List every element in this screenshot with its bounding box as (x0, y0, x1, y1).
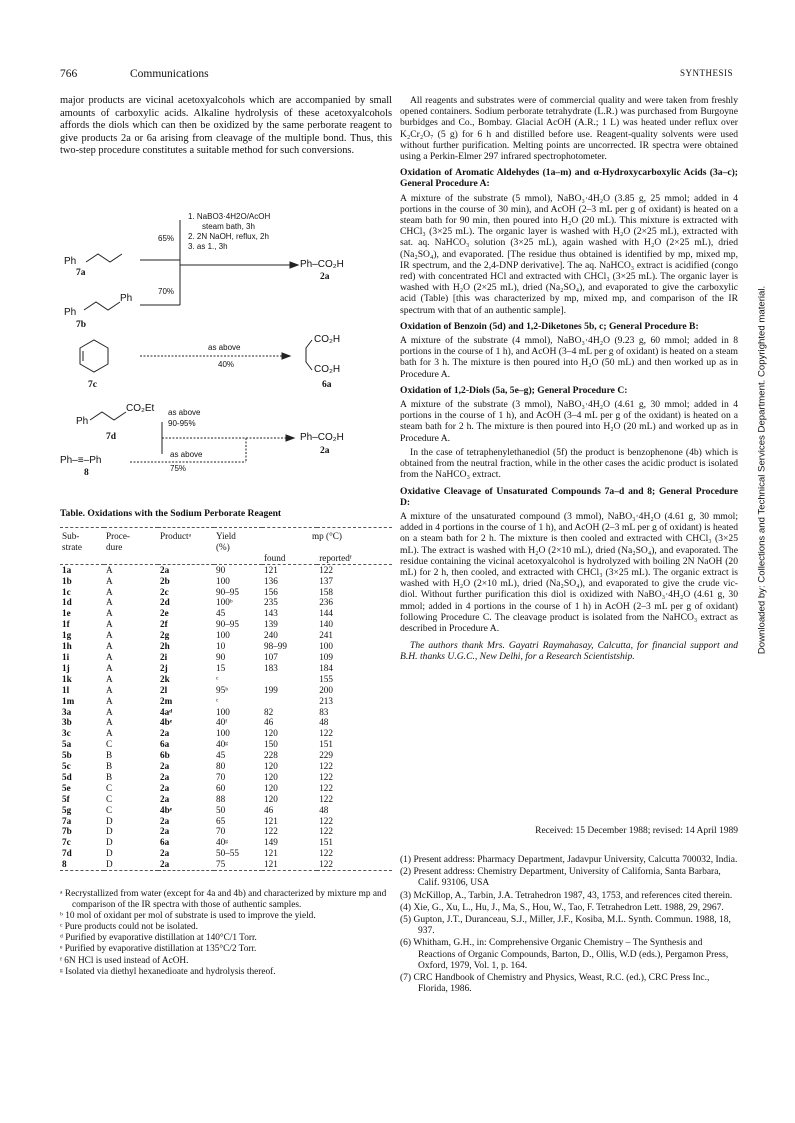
table-row (60, 805, 392, 816)
table-row (60, 816, 392, 827)
ph-7b: Ph (64, 307, 77, 318)
co2h-6a-top: CO₂H (314, 334, 341, 345)
yield-7a: 65% (158, 234, 175, 243)
cell-product: 2a (160, 848, 170, 859)
th-mp: mp (°C) (262, 528, 392, 553)
table-row (60, 717, 392, 728)
journal-name: SYNTHESIS (680, 68, 734, 78)
label-8: 8 (84, 468, 89, 478)
cell-mp-reported: 144 (319, 608, 333, 619)
cell-substrate: 1a (62, 564, 72, 575)
cell-yield: 100ᵇ (216, 597, 233, 608)
cell-procedure: D (106, 848, 113, 859)
cell-yield: 40ᵍ (216, 837, 228, 848)
cell-yield: 80 (216, 761, 226, 772)
cell-procedure: D (104, 859, 158, 870)
cell-mp-found: 82 (264, 706, 274, 717)
cell-procedure: A (106, 575, 113, 586)
cell-yield: 90–95 (216, 586, 239, 597)
footnote: ᵉ Purified by evaporative distillation at 135°C/2 Torr. (60, 944, 257, 955)
procedure-d-title: Oxidative Cleavage of Unsaturated Compounds 7a–d and 8; General Procedure D: (400, 485, 738, 508)
cell-procedure: A (106, 662, 113, 673)
procedure-a-text: A mixture of the substrate (5 mmol), NaBO₃·4H₂O (3.85 g, 25 mmol; added in 4 portions in the course of 30 min), and AcOH (2–3 mL per g of oxidant) is heated on a steam bath for 90 min, then poured into H₂O (20 mL). This mixture is extracted with CHCl₃ (3×25 mL). The organic layer is washed with H₂O (2×25 mL), extracted with sat. aq. NaHCO₃ solution (3×25 mL), again washed with H₂O (2×25 mL), dried (Na₂SO₄), and evaporated. [The residue thus obtained is identified by mp, mixed mp, IR spectrum, and the 2,4-DNP derivative]. The aq. NaHCO₃ extract is acidified (congo red) with concentrated HCl and extracted with CHCl₃ (3×25 mL). The organic layer is washed with H₂O (2×25 mL), dried (Na₂SO₄), and evaporated to give the carboxylic acid (Table) [this was characterized by mp, mixed mp, and comparison of the IR spectrum with that of an authentic sample]. (400, 192, 738, 316)
table-row (60, 696, 392, 707)
cell-substrate: 1h (62, 641, 72, 652)
cell-mp-found: 139 (264, 619, 278, 630)
label-2a-1: 2a (320, 272, 330, 282)
cell-substrate: 1b (62, 575, 72, 586)
reference-item: (3) McKillop, A., Tarbin, J.A. Tetrahedron 1987, 43, 1753, and references cited therein. (400, 890, 733, 901)
received-date: Received: 15 December 1988; revised: 14 April 1989 (535, 826, 738, 836)
cell-mp-found: 156 (264, 586, 278, 597)
cell-substrate: 7b (62, 826, 72, 837)
reference-item: (6) Whitham, G.H., in: Comprehensive Organic Chemistry – The Synthesis and Reactions of Organic Compounds, Barton, D., Ollis, W.D (eds.), Pergamon Press, Oxford, 1979, Vol. 1, p. 164. (400, 938, 729, 971)
table-row (60, 859, 392, 870)
yield-7d: 90-95% (168, 419, 196, 428)
cell-substrate: 1i (62, 651, 70, 662)
cell-procedure: D (106, 826, 113, 837)
cell-yield: 90 (216, 564, 226, 575)
table-row (60, 685, 392, 696)
cell-procedure: A (106, 695, 113, 706)
th-substrate (60, 528, 104, 553)
condition-1: 1. NaBO3·4H2O/AcOH (188, 212, 271, 221)
cell-product: 6a (160, 837, 170, 848)
cell-mp-reported: 122 (319, 782, 333, 793)
cell-substrate: 1j (62, 662, 70, 673)
th-reported: reportedᶠ (317, 553, 392, 564)
cell-substrate: 8 (60, 859, 104, 870)
table-row (60, 564, 392, 575)
th-product: Productᵃ (158, 528, 214, 553)
cell-mp-found: 149 (264, 837, 278, 848)
label-7d: 7d (106, 432, 117, 442)
th-procedure (104, 528, 158, 553)
cell-yield: 90 (216, 651, 226, 662)
cell-product: 2b (160, 575, 170, 586)
cell-mp-reported: 122 (319, 848, 333, 859)
table-caption-text: Table. Oxidations with the Sodium Perborate Reagent (60, 508, 282, 519)
ph-7b-top: Ph (120, 293, 133, 304)
cell-procedure: B (106, 771, 113, 782)
yield-7b: 70% (158, 287, 175, 296)
cell-yield: 100 (216, 728, 230, 739)
label-2a-2: 2a (320, 446, 330, 456)
cell-yield: 60 (216, 782, 226, 793)
reference-item: (4) Xie, G., Xu, L., Hu, J., Ma, S., Hou, W., Tao, F. Tetrahedron Lett. 1988, 29, 2967. (400, 902, 724, 913)
reaction-scheme (60, 210, 392, 510)
cell-substrate: 5f (62, 793, 70, 804)
cell-product: 2m (160, 695, 173, 706)
cell-mp-found: 240 (264, 630, 278, 641)
cell-substrate: 7a (62, 815, 72, 826)
cell-mp-reported: 151 (319, 739, 333, 750)
cell-substrate: 1l (62, 684, 70, 695)
cell-product: 2a (160, 826, 170, 837)
table-row (60, 597, 392, 608)
cell-yield: 70 (216, 826, 226, 837)
cell-product: 2f (160, 619, 168, 630)
cell-product: 6a (160, 739, 170, 750)
experimental-intro: All reagents and substrates were of commercial quality and were taken from freshly opened containers. Sodium perborate tetrahydrate (L.R.) was purchased from Burgoyne burbidges and Co., Bombay. Glacial AcOH (A.R.; 1 L) was heated under reflux over K₂Cr₂O₇ (5 g) for 6 h and distilled before use. Reagent-quality solvents were used without further purification. Melting points are uncorrected. IR spectra were obtained using a Perkin-Elmer 297 infrared spectrophotometer. (400, 95, 738, 163)
cell-mp-found: 121 (262, 859, 317, 870)
table-row (60, 576, 392, 587)
cell-mp-found: 122 (264, 826, 278, 837)
cell-mp-found: 199 (264, 684, 278, 695)
product-ph-co2h-1: Ph–CO₂H (300, 259, 344, 270)
cell-product: 2e (160, 608, 169, 619)
cell-substrate: 1f (62, 619, 70, 630)
cell-mp-reported: 100 (319, 641, 333, 652)
cell-mp-found: 121 (264, 848, 278, 859)
references (400, 855, 738, 996)
procedure-b-text: A mixture of the substrate (4 mmol), NaBO₃·4H₂O (9.23 g, 60 mmol; added in 8 portions in the course of 1 h), and AcOH (3–4 mL per g of oxidant) is heated on a steam bath for 3 h. The mixture is then poured into H₂O (50 mL) and then worked up as in Procedure A. (400, 335, 739, 380)
cell-mp-found: 46 (264, 804, 274, 815)
cell-mp-reported: 122 (317, 859, 392, 870)
cell-mp-reported: 83 (319, 706, 329, 717)
download-notice-text: Downloaded by: Collections and Technical Services Department. Copyrighted material. (756, 285, 768, 655)
cell-product: 2h (160, 641, 170, 652)
cell-procedure: C (106, 739, 113, 750)
cell-yield: 75 (214, 859, 262, 870)
cell-procedure: A (106, 728, 113, 739)
cell-product: 2c (160, 586, 169, 597)
table-row (60, 826, 392, 837)
table-row (60, 652, 392, 663)
cell-product: 2a (160, 815, 170, 826)
label-7a: 7a (76, 268, 86, 278)
cell-mp-reported: 184 (319, 662, 333, 673)
cell-mp-found: 150 (264, 739, 278, 750)
table-row (60, 837, 392, 848)
cell-mp-found: 120 (264, 782, 278, 793)
cell-yield: 95ᵇ (216, 684, 229, 695)
cell-yield: 10 (216, 641, 226, 652)
cell-yield: 50–55 (216, 848, 239, 859)
cell-mp-reported: 122 (319, 771, 333, 782)
cell-mp-found (262, 696, 317, 707)
cell-substrate: 5d (62, 771, 72, 782)
cell-procedure: A (106, 630, 113, 641)
reference-item: (1) Present address: Pharmacy Department, Jadavpur University, Calcutta 700032, India. (400, 855, 738, 865)
cell-procedure: B (106, 750, 113, 761)
table-row (60, 848, 392, 859)
page-number: 766 (60, 68, 78, 80)
cell-mp-reported: 140 (319, 619, 333, 630)
label-7c: 7c (88, 380, 97, 390)
cell-procedure: A (106, 641, 113, 652)
cell-procedure: A (106, 564, 113, 575)
cell-procedure: C (106, 804, 113, 815)
cell-yield: 40ᵍ (216, 739, 228, 750)
cell-substrate: 5c (62, 761, 71, 772)
table-caption (60, 508, 281, 519)
table-row (60, 663, 392, 674)
ph-7d: Ph (76, 416, 89, 427)
table-row (60, 630, 392, 641)
cell-product: 4aᵈ (160, 706, 173, 717)
cell-procedure: A (106, 706, 113, 717)
table-row (60, 794, 392, 805)
cell-mp-reported: 241 (319, 630, 333, 641)
cell-product: 2k (160, 673, 170, 684)
cell-substrate: 1g (62, 630, 72, 641)
cell-product: 4bᵉ (160, 804, 173, 815)
cell-substrate: 1c (62, 586, 71, 597)
cell-procedure: A (106, 619, 113, 630)
oxidation-table (60, 527, 392, 871)
reference-item: (2) Present address: Chemistry Department, University of California, Santa Barbara, Calif. 93106, USA (400, 867, 721, 889)
cell-product: 2a (160, 564, 170, 575)
cell-mp-reported: 158 (319, 586, 333, 597)
cell-yield: 100 (216, 706, 230, 717)
cell-mp-found: 120 (264, 728, 278, 739)
cell-mp-found: 143 (264, 608, 278, 619)
cell-mp-found: 235 (264, 597, 278, 608)
cell-procedure: D (106, 837, 113, 848)
cell-mp-found: 120 (264, 793, 278, 804)
cell-substrate: 3a (62, 706, 72, 717)
table-row (60, 619, 392, 630)
cell-mp-found: 98–99 (264, 641, 287, 652)
table-row (60, 674, 392, 685)
th-yield-text: Yield (%) (216, 531, 236, 552)
cell-mp-reported: 122 (319, 761, 333, 772)
table-row (60, 783, 392, 794)
cell-procedure: A (106, 586, 113, 597)
yield-7c: 40% (218, 360, 235, 369)
cell-substrate: 7d (62, 848, 72, 859)
cell-yield: ᶜ (216, 695, 219, 706)
cell-yield: 70 (216, 771, 226, 782)
label-6a: 6a (322, 380, 332, 390)
ph-7a: Ph (64, 256, 77, 267)
cell-procedure: A (106, 608, 113, 619)
cell-yield: 15 (216, 662, 226, 673)
cell-mp-found: 136 (264, 575, 278, 586)
cell-mp-reported: 151 (319, 837, 333, 848)
procedure-d-text: A mixture of the unsaturated compound (3 mmol), NaBO₃·4H₂O (4.61 g, 30 mmol; added in 4 portions in the course of 1 h), and AcOH (2–3 mL per g of oxidant) is heated on a steam bath for 2 h. The mixture is then cooled and extracted with CHCl₃ (3×25 mL). The extract is washed with H₂O (2×10 mL), dried (Na₂SO₄), and evaporated. The residue containing the vicinal acetoxyalcohol is hydrolyzed with boiling 2N NaOH (20 mL) for 2 h, then cooled, and extracted with CHCl₃ (3×25 mL). The organic extract is washed with H₂O (2×10 mL), dried (Na₂SO₄), and evaporated to give the crude vic-diol. Without further purification this diol is oxidized with NaBO₃·4H₂O (4.61 g, 30 mmol; added in 4 portions in the course of 1 h) in AcOH (2–3 mL per g of oxidant) following Procedure C. The cleavage product is isolated from the NaHCO₃ extract as described in Procedure A. (400, 510, 738, 634)
product-ph-co2h-2: Ph–CO₂H (300, 432, 344, 443)
table-row (60, 772, 392, 783)
as-above-7c: as above (208, 343, 241, 352)
cell-procedure: A (106, 717, 113, 728)
footnote: ᵇ 10 mol of oxidant per mol of substrate is used to improve the yield. (60, 911, 316, 922)
cell-substrate: 3b (62, 717, 72, 728)
cell-mp-found (262, 674, 317, 685)
cell-procedure: A (106, 673, 113, 684)
cell-mp-reported: 122 (319, 815, 333, 826)
procedure-a-title: Oxidation of Aromatic Aldehydes (1a–m) and α-Hydroxycarboxylic Acids (3a–c); General Procedure A: (400, 167, 738, 190)
cell-mp-found: 121 (264, 815, 278, 826)
procedure-c-title: Oxidation of 1,2-Diols (5a, 5e–g); General Procedure C: (400, 384, 628, 396)
cell-yield: 90–95 (216, 619, 239, 630)
footnote: ᶜ Pure products could not be isolated. (60, 922, 198, 933)
cell-yield: 65 (216, 815, 226, 826)
footnote: ᵃ Recrystallized from water (except for 4a and 4b) and characterized by mixture mp and comparison of the IR spectra with those of authentic samples. (60, 889, 387, 911)
cell-product: 2a (160, 761, 170, 772)
cell-yield: ᶜ (216, 673, 219, 684)
cell-substrate: 5e (62, 782, 71, 793)
condition-3: 3. as 1., 3h (188, 242, 228, 251)
procedure-b-title: Oxidation of Benzoin (5d) and 1,2-Diketones 5b, c; General Procedure B: (400, 320, 699, 332)
cell-procedure: A (106, 597, 113, 608)
cell-substrate: 5b (62, 750, 72, 761)
cell-product: 2a (158, 859, 214, 870)
diphenylacetylene: Ph–≡–Ph (60, 455, 102, 466)
th-found: found (262, 553, 317, 564)
cell-mp-reported: 229 (319, 750, 333, 761)
th-substrate-text: Sub- strate (62, 531, 82, 552)
co2h-6a-bottom: CO₂H (314, 364, 341, 375)
cell-mp-reported: 155 (319, 673, 333, 684)
cell-yield: 100 (216, 630, 230, 641)
cell-yield: 50 (216, 804, 226, 815)
cell-product: 2l (160, 684, 168, 695)
cell-mp-reported: 48 (319, 804, 329, 815)
cell-yield: 45 (216, 750, 226, 761)
cell-mp-reported: 122 (319, 728, 333, 739)
cell-substrate: 3c (62, 728, 71, 739)
cell-product: 2g (160, 630, 170, 641)
table-row (60, 739, 392, 750)
procedure-c-text: A mixture of the substrate (3 mmol), NaBO₃·4H₂O (4.61 g, 30 mmol; added in 4 portions in the course of 1 h), and AcOH (3–4 mL per g of the oxidant) is heated on a steam bath for 2 h. The mixture is then poured into H₂O (20 mL) and worked up as in Procedure A. (400, 399, 738, 444)
cell-substrate: 5g (62, 804, 72, 815)
cell-mp-reported: 137 (319, 575, 333, 586)
cell-product: 2a (160, 782, 170, 793)
table-row (60, 761, 392, 772)
table-row (60, 641, 392, 652)
cell-mp-found: 107 (264, 651, 278, 662)
cell-procedure: D (106, 815, 113, 826)
cell-mp-reported: 200 (319, 684, 333, 695)
cell-procedure: B (106, 761, 113, 772)
cell-yield: 100 (216, 575, 230, 586)
cell-mp-found: 120 (264, 761, 278, 772)
cell-mp-found: 120 (264, 771, 278, 782)
table-footnotes (60, 889, 392, 978)
table-row (60, 728, 392, 739)
reference-item: (5) Gupton, J.T., Duranceau, S.J., Miller, J.F., Kosiba, M.L. Synth. Commun. 1988, 18, 937. (400, 915, 731, 937)
as-above-7d: as above (168, 408, 201, 417)
section-title: Communications (130, 68, 209, 80)
cell-product: 2d (160, 597, 170, 608)
cell-product: 2a (160, 771, 170, 782)
condition-1b: steam bath, 3h (202, 222, 255, 231)
cell-product: 2a (160, 728, 170, 739)
cell-substrate: 7c (62, 837, 71, 848)
cell-procedure: C (106, 782, 113, 793)
cell-substrate: 1e (62, 608, 71, 619)
cell-product: 2j (160, 662, 168, 673)
intro-paragraph: major products are vicinal acetoxyalcohols which are accompanied by small amounts of carboxylic acids. Alkaline hydrolysis of these acetoxyalcohols affords the diols which can then be oxidized by the same perborate reagent to give products 2a or 6a arising from cleavage of the multiple bond. Thus, this two-step procedure constitutes a suitable method for such conversions. (60, 95, 392, 157)
cell-mp-reported: 213 (319, 695, 333, 706)
cell-yield: 45 (216, 608, 226, 619)
cell-procedure: C (106, 793, 113, 804)
cell-substrate: 1k (62, 673, 72, 684)
cell-product: 2i (160, 651, 168, 662)
cell-procedure: A (106, 684, 113, 695)
footnote: ᵈ Purified by evaporative distillation at 140°C/1 Torr. (60, 933, 257, 944)
th-yield (214, 528, 262, 553)
condition-2: 2. 2N NaOH, reflux, 2h (188, 232, 269, 241)
cell-mp-reported: 109 (319, 651, 333, 662)
cell-mp-reported: 122 (319, 793, 333, 804)
cell-substrate: 1m (62, 695, 75, 706)
th-procedure-text: Proce- dure (106, 531, 130, 552)
table-row (60, 750, 392, 761)
cell-mp-found: 121 (264, 564, 278, 575)
cell-mp-found: 183 (264, 662, 278, 673)
as-above-8: as above (170, 450, 203, 459)
cell-mp-reported: 48 (319, 717, 329, 728)
footnote: ᶠ 6N HCl is used instead of AcOH. (60, 955, 189, 966)
label-7b: 7b (76, 320, 87, 330)
cell-mp-found: 46 (264, 717, 274, 728)
cell-product: 6b (160, 750, 170, 761)
co2et-7d: CO₂Et (126, 403, 155, 414)
yield-8: 75% (170, 464, 187, 473)
table-row (60, 608, 392, 619)
reference-item: (7) CRC Handbook of Chemistry and Physics, Weast, R.C. (ed.), CRC Press Inc., Florida, 1986. (400, 973, 710, 995)
cell-substrate: 5a (62, 739, 72, 750)
footnote: ᵍ Isolated via diethyl hexanedioate and hydrolysis thereof. (60, 966, 276, 977)
cell-product: 4bᵉ (160, 717, 173, 728)
cell-mp-reported: 122 (319, 826, 333, 837)
download-notice (752, 250, 772, 690)
right-column (400, 95, 738, 666)
cell-mp-reported: 236 (319, 597, 333, 608)
table-row (60, 587, 392, 598)
cell-yield: 40ᶠ (216, 717, 228, 728)
cell-mp-reported: 122 (319, 564, 333, 575)
cell-mp-found: 228 (264, 750, 278, 761)
table-row (60, 707, 392, 718)
cell-procedure: A (106, 651, 113, 662)
cell-product: 2a (160, 793, 170, 804)
acknowledgement: The authors thank Mrs. Gayatri Raymahasay, Calcutta, for financial support and B.H. thanks U.G.C., New Delhi, for a Research Scientistship. (400, 640, 738, 663)
cell-substrate: 1d (62, 597, 72, 608)
cell-yield: 88 (216, 793, 226, 804)
procedure-c-note: In the case of tetraphenylethanediol (5f) the product is benzophenone (4b) which is obtained from the neutral fraction, while in the other cases the acidic product is isolated from the NaHCO₃ extract. (400, 446, 738, 481)
